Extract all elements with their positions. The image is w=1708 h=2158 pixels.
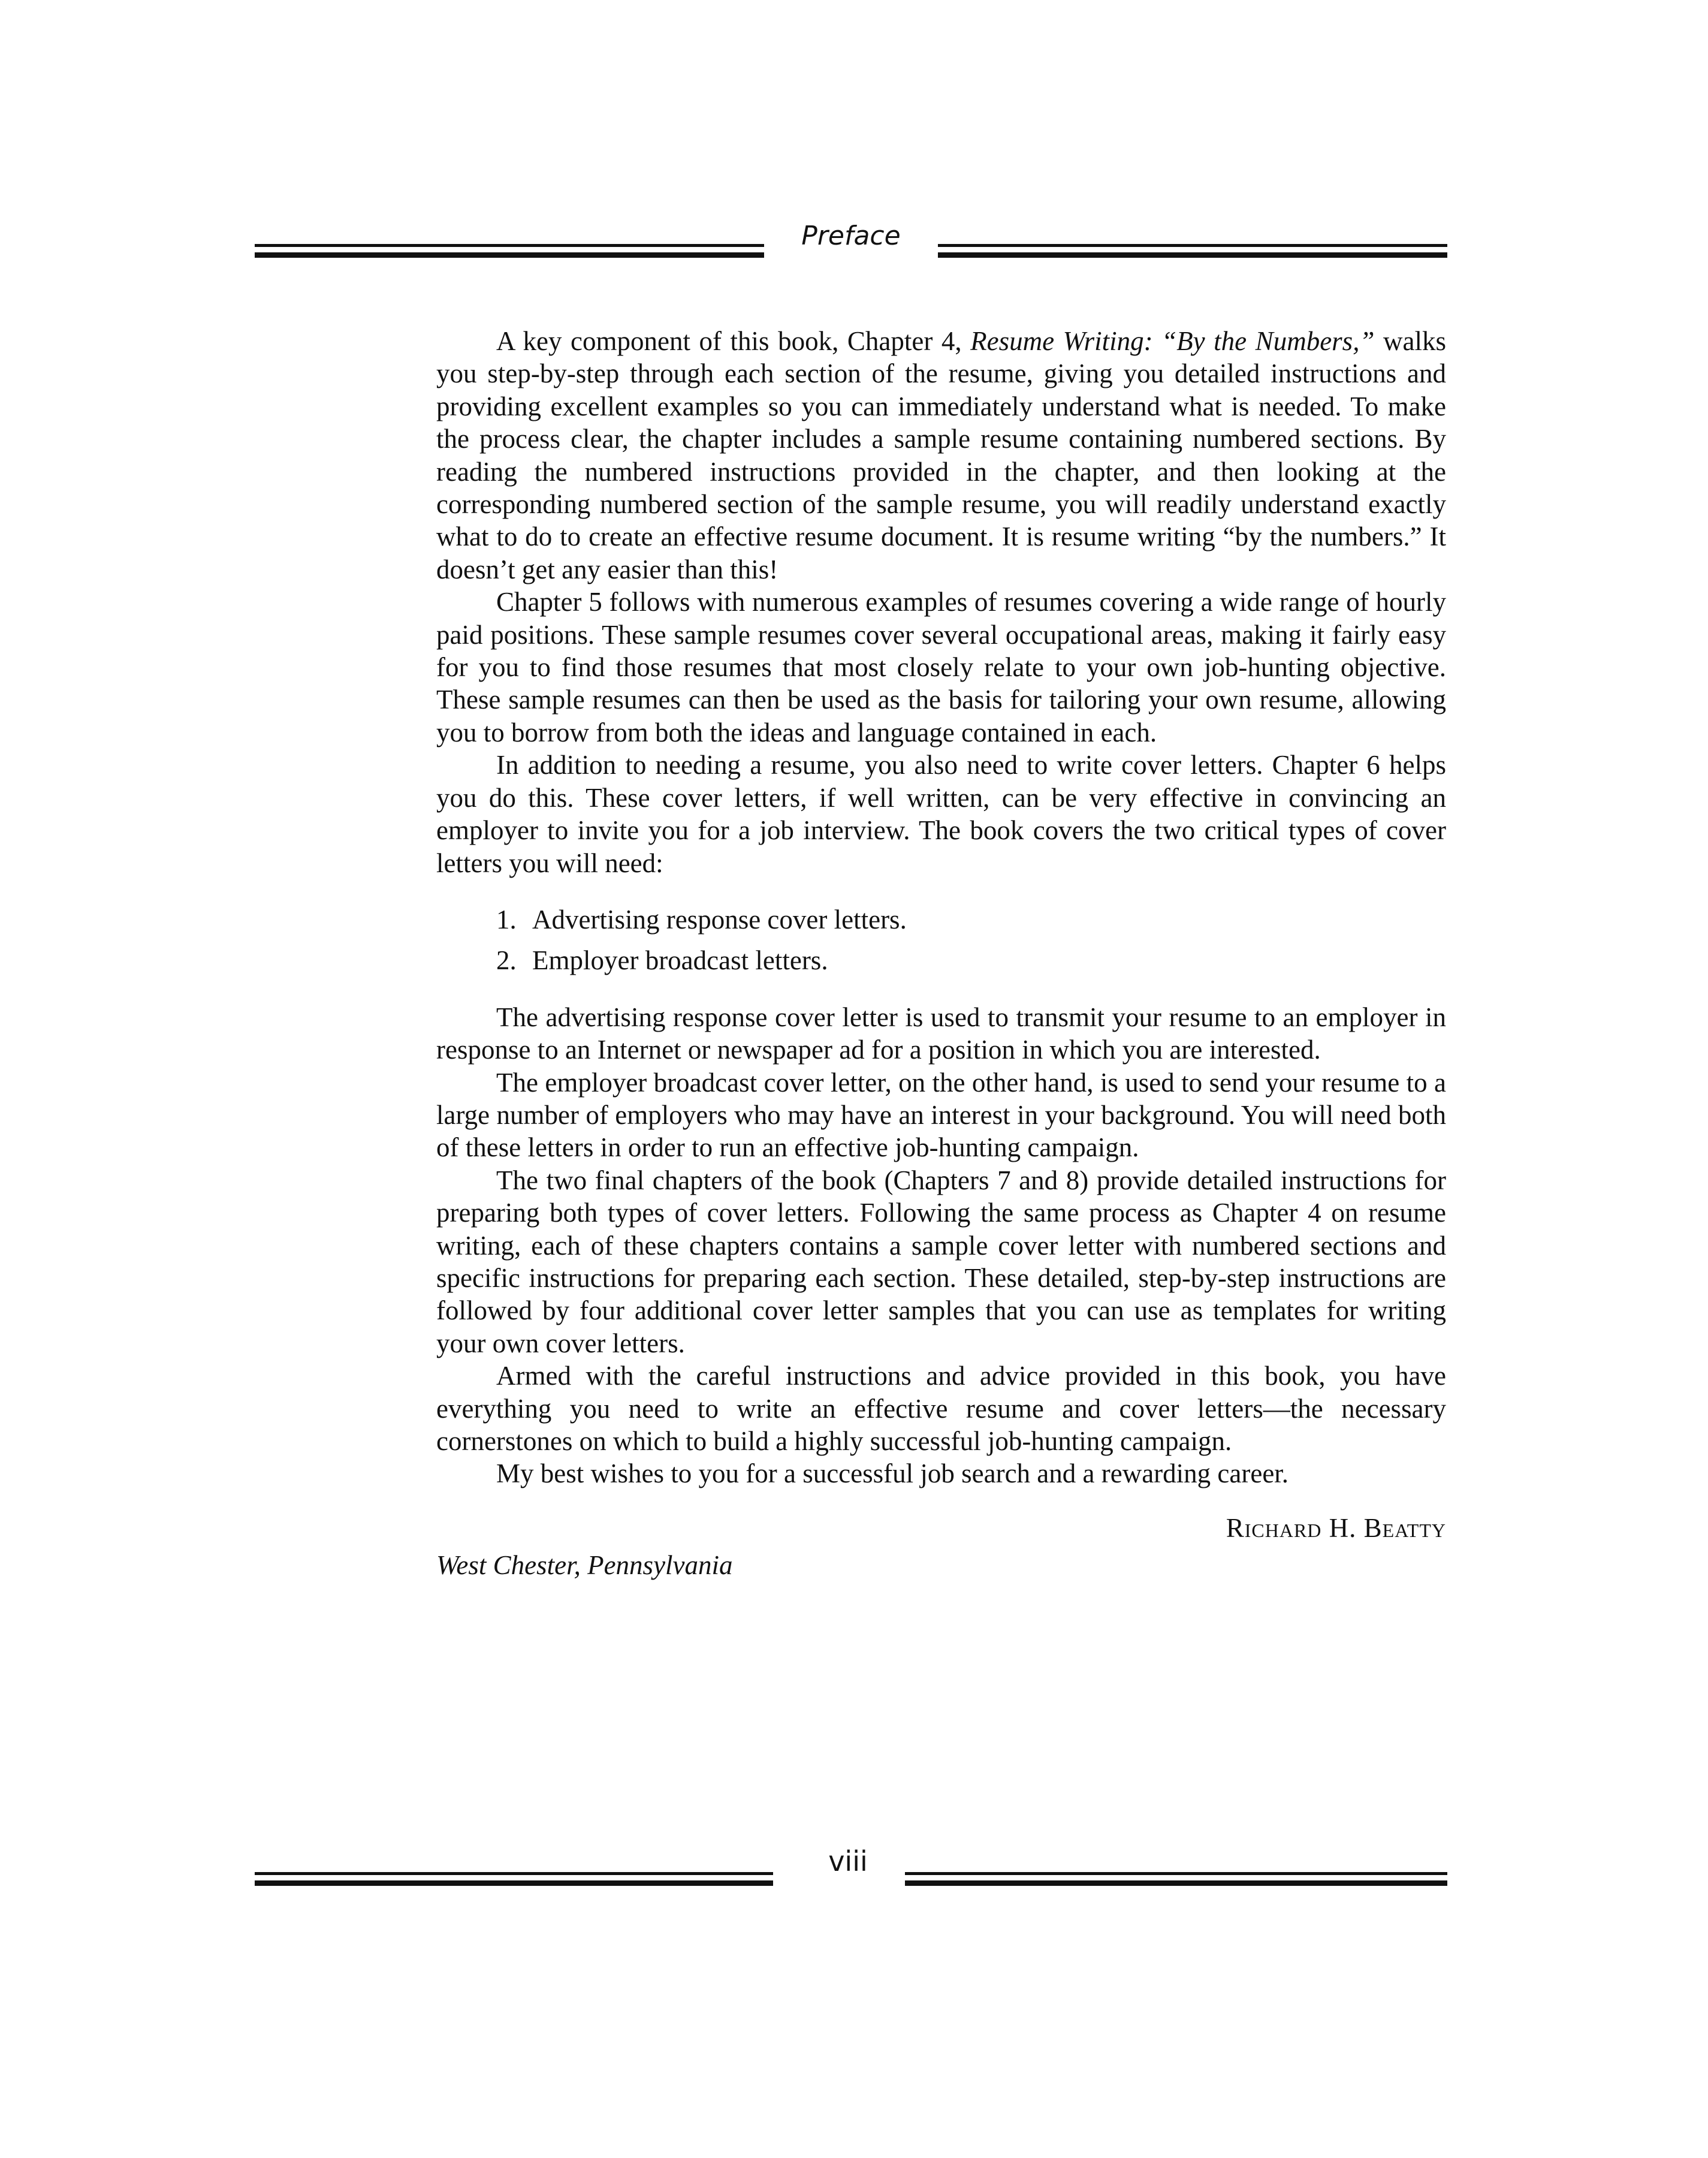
preface-body (436, 325, 1446, 1582)
list-item: 2. Employer broadcast letters. (496, 945, 828, 976)
author-signature: Richard H. Beatty (1226, 1512, 1446, 1543)
footer-rule-right (905, 1872, 1447, 1884)
running-header: Preface (801, 221, 901, 251)
paragraph-5: The employer broadcast cover letter, on the other hand, is used to send your resume to a large number of employers who may have an interest in your background. You will need both of these letters in order to run an effective job-hunting campaign. (436, 1067, 1446, 1163)
author-location: West Chester, Pennsylvania (436, 1550, 733, 1581)
header-rule-left (255, 244, 764, 256)
paragraph-7: Armed with the careful instructions and advice provided in this book, you have everything you need to write an effective resume and cover letters—the necessary cornerstones on which to build a highly successful job-hunting campaign. (436, 1361, 1446, 1456)
header-rule-right (938, 244, 1447, 256)
list-item: 1. Advertising response cover letters. (496, 904, 907, 935)
paragraph-4: The advertising response cover letter is used to transmit your resume to an employer in response to an Internet or newspaper ad for a position in which you are interested. (436, 1002, 1446, 1065)
paragraph-3: In addition to needing a resume, you also need to write cover letters. Chapter 6 helps you do this. These cover letters, if well written, can be very effective in convincing an employer to invite you for a job interview. The book covers the two critical types of cover letters you will need: (436, 750, 1446, 878)
paragraph-6: The two final chapters of the book (Chapters 7 and 8) provide detailed instructions for preparing both types of cover letters. Following the same process as Chapter 4 on resume writing, each of these chapters contains a sample cover letter with numbered sections and specific instructions for preparing each section. These detailed, step-by-step instructions are followed by four additional cover letter samples that you can use as templates for writing your own cover letters. (436, 1165, 1446, 1358)
page-number: viii (828, 1845, 868, 1877)
chapter-title-emphasis: Resume Writing: “By the Numbers,” (970, 326, 1375, 356)
cover-letter-types-list (496, 903, 1446, 977)
paragraph-8: My best wishes to you for a successful job search and a rewarding career. (496, 1458, 1289, 1489)
footer-rule-left (255, 1872, 773, 1884)
paragraph-1: A key component of this book, Chapter 4, Resume Writing: “By the Numbers,” walks you step-by-step through each section of the resume, giving you detailed instructions and providing excellent examples so you can immediately understand what is needed. To make the process clear, the chapter includes a sample resume containing numbered sections. By reading the numbered instructions provided in the chapter, and then looking at the corresponding numbered section of the sample resume, you will readily understand exactly what to do to create an effective resume document. It is resume writing “by the numbers.” It doesn’t get any easier than this! (436, 326, 1446, 584)
paragraph-2: Chapter 5 follows with numerous examples of resumes covering a wide range of hourly paid positions. These sample resumes cover several occupational areas, making it fairly easy for you to find those resumes that most closely relate to your own job-hunting objective. These sample resumes can then be used as the basis for tailoring your own resume, allowing you to borrow from both the ideas and language contained in each. (436, 587, 1446, 748)
